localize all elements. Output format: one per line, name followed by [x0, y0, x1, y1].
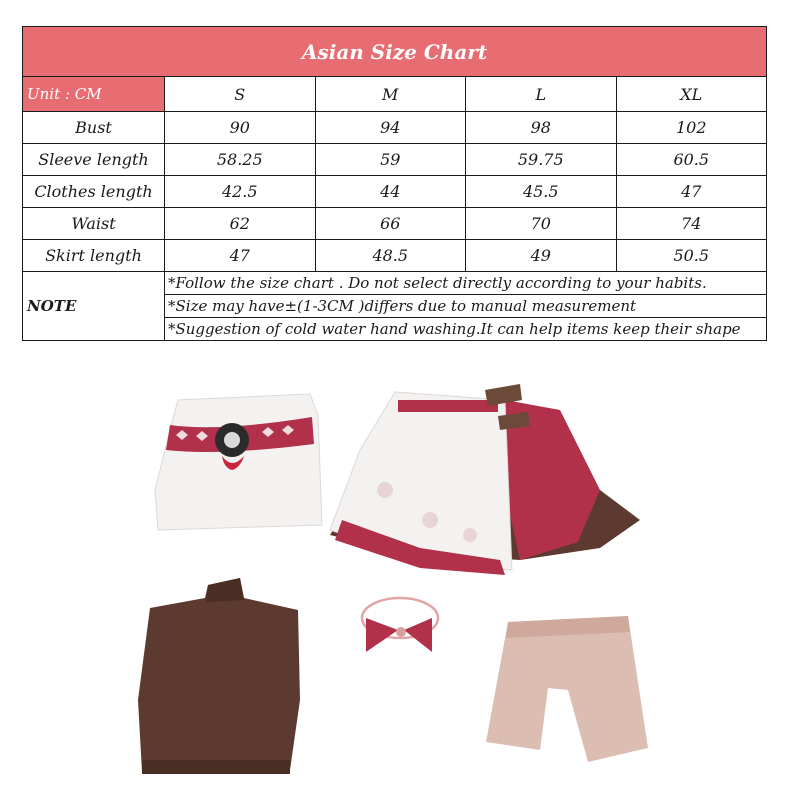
layered-skirt-garment	[330, 384, 640, 575]
cell-value: 42.5	[165, 176, 316, 208]
row-label: Waist	[23, 208, 165, 240]
row-label: Skirt length	[23, 240, 165, 272]
cell-value: 48.5	[315, 240, 466, 272]
costume-product-photo	[0, 370, 800, 800]
cell-value: 50.5	[616, 240, 767, 272]
size-header: S	[165, 77, 316, 112]
cell-value: 66	[315, 208, 466, 240]
cell-value: 49	[466, 240, 617, 272]
size-header: L	[466, 77, 617, 112]
cell-value: 70	[466, 208, 617, 240]
brown-sleeveless-top	[138, 578, 300, 774]
unit-label: Unit : CM	[23, 77, 165, 112]
table-row	[23, 112, 767, 144]
row-label: Sleeve length	[23, 144, 165, 176]
cell-value: 98	[466, 112, 617, 144]
size-chart-title: Asian Size Chart	[23, 27, 767, 77]
white-top-garment	[155, 394, 322, 530]
row-label: Bust	[23, 112, 165, 144]
cell-value: 90	[165, 112, 316, 144]
cell-value: 47	[616, 176, 767, 208]
cell-value: 102	[616, 112, 767, 144]
cell-value: 59	[315, 144, 466, 176]
size-header: XL	[616, 77, 767, 112]
table-row	[23, 176, 767, 208]
note-line: *Suggestion of cold water hand washing.It can help items keep their shape	[165, 318, 767, 341]
cell-value: 45.5	[466, 176, 617, 208]
note-line: *Follow the size chart . Do not select directly according to your habits.	[165, 272, 767, 295]
cell-value: 58.25	[165, 144, 316, 176]
table-row	[23, 208, 767, 240]
size-chart-table	[22, 26, 767, 341]
beige-shorts-garment	[486, 616, 648, 762]
note-line: *Size may have±(1-3CM )differs due to manual measurement	[165, 295, 767, 318]
cell-value: 44	[315, 176, 466, 208]
table-row	[23, 240, 767, 272]
red-bow-accessory	[362, 598, 438, 652]
cell-value: 74	[616, 208, 767, 240]
size-header: M	[315, 77, 466, 112]
cell-value: 94	[315, 112, 466, 144]
cell-value: 62	[165, 208, 316, 240]
row-label: Clothes length	[23, 176, 165, 208]
cell-value: 59.75	[466, 144, 617, 176]
cell-value: 47	[165, 240, 316, 272]
cell-value: 60.5	[616, 144, 767, 176]
note-label: NOTE	[23, 272, 165, 341]
table-row	[23, 144, 767, 176]
